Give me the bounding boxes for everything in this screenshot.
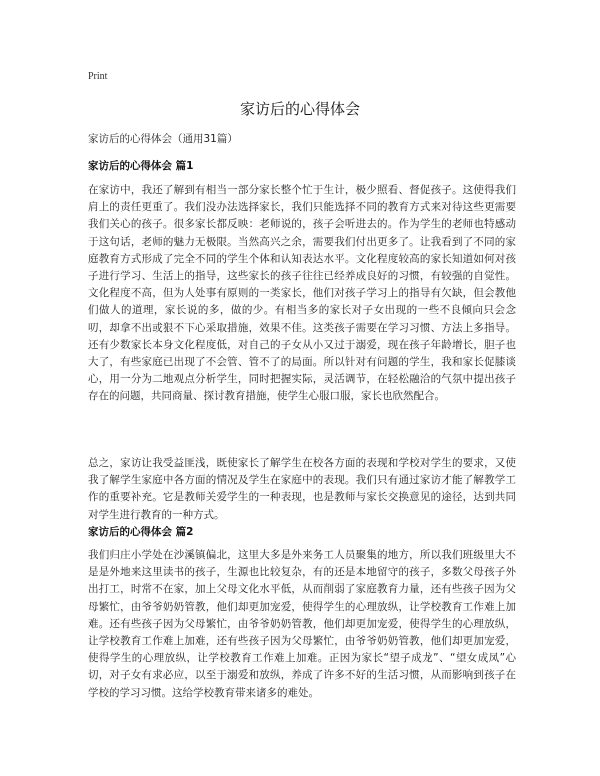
document-title: 家访后的心得体会 bbox=[239, 100, 360, 118]
section-2-paragraph-1: 我们归庄小学处在沙溪镇偏北，这里大多是外来务工人员聚集的地方，所以我们班级里大不是是外地来这里读书的孩子，生源也比较复杂，有的还是本地留守的孩子，多数父母孩子外出打工，时常不在家，加上父母文化水平低，从而削弱了家庭教育力量，还有些孩子因为父母繁忙，由爷爷奶奶管教，他们却更加宠爱，使得学生的心理放纵，让学校教育工作难上加难。还有些孩子因为父母繁忙，由爷爷奶奶管教，他们却更加宠爱，使得学生的心理放纵，让学校教育工作难上加难，还有些孩子因为父母繁忙，由爷爷奶奶管教，他们却更加宠爱，使得学生的心理放纵，让学校教育工作难上加难。正因为家长“望子成龙”、“望女成凤”心切，对子女有求必应，以至于溺爱和放纵，养成了许多不好的生活习惯，从而影响到孩子在学校的学习习惯。这给学校教育带来诸多的难处。 bbox=[88, 549, 516, 699]
print-label: Print bbox=[88, 71, 108, 82]
section-1-paragraph-2: 总之，家访让我受益匪浅，既使家长了解学生在校各方面的表现和学校对学生的要求，又使我了解学生家庭中各方面的情况及学生在家庭中的表现。我们只有通过家访才能了解教学工作的重要补充。它是教师关爱学生的一种表现，也是教师与家长交换意见的途径，达到共同对学生进行教育的一种方式。 bbox=[88, 457, 516, 521]
document-subtitle: 家访后的心得体会（通用31篇） bbox=[88, 133, 238, 145]
section-heading-1: 家访后的心得体会 篇1 bbox=[88, 160, 194, 172]
section-heading-2: 家访后的心得体会 篇2 bbox=[88, 526, 194, 538]
section-1-paragraph-1: 在家访中，我还了解到有相当一部分家长整个忙于生计，极少照看、督促孩子。这使得我们肩上的责任更重了。我们没办法选择家长，我们只能选择不同的教育方式来对待这些更需要我们关心的孩子。很多家长都反映：老师说的，孩子会听进去的。作为学生的老师也特感动于这句话，老师的魅力无极限。当然高兴之余，需要我们付出更多了。让我看到了不同的家庭教育方式形成了完全不同的学生个体和认知表达水平。文化程度较高的家长知道如何对孩子进行学习、生活上的指导，这些家长的孩子往往已经养成良好的习惯，有较强的自觉性。文化程度不高，但为人处事有原则的一类家长，他们对孩子学习上的指导有欠缺，但会教他们做人的道理，家长说的多，做的少。有相当多的家长对子女出现的一些不良倾向只会念叨，却拿不出或狠不下心采取措施，效果不佳。这类孩子需要在学习习惯、方法上多指导。还有少数家长本身文化程度低，对自己的子女从小又过于溺爱，现在孩子年龄增长，胆子也大了，有些家庭已出现了不会管、管不了的局面。所以针对有问题的学生，我和家长促膝谈心，用一分为二地观点分析学生，同时把握实际，灵活调节，在轻松融洽的气氛中提出孩子存在的问题，共同商量、探讨教育措施，使学生心服口服，家长也欣然配合。 bbox=[88, 184, 516, 403]
